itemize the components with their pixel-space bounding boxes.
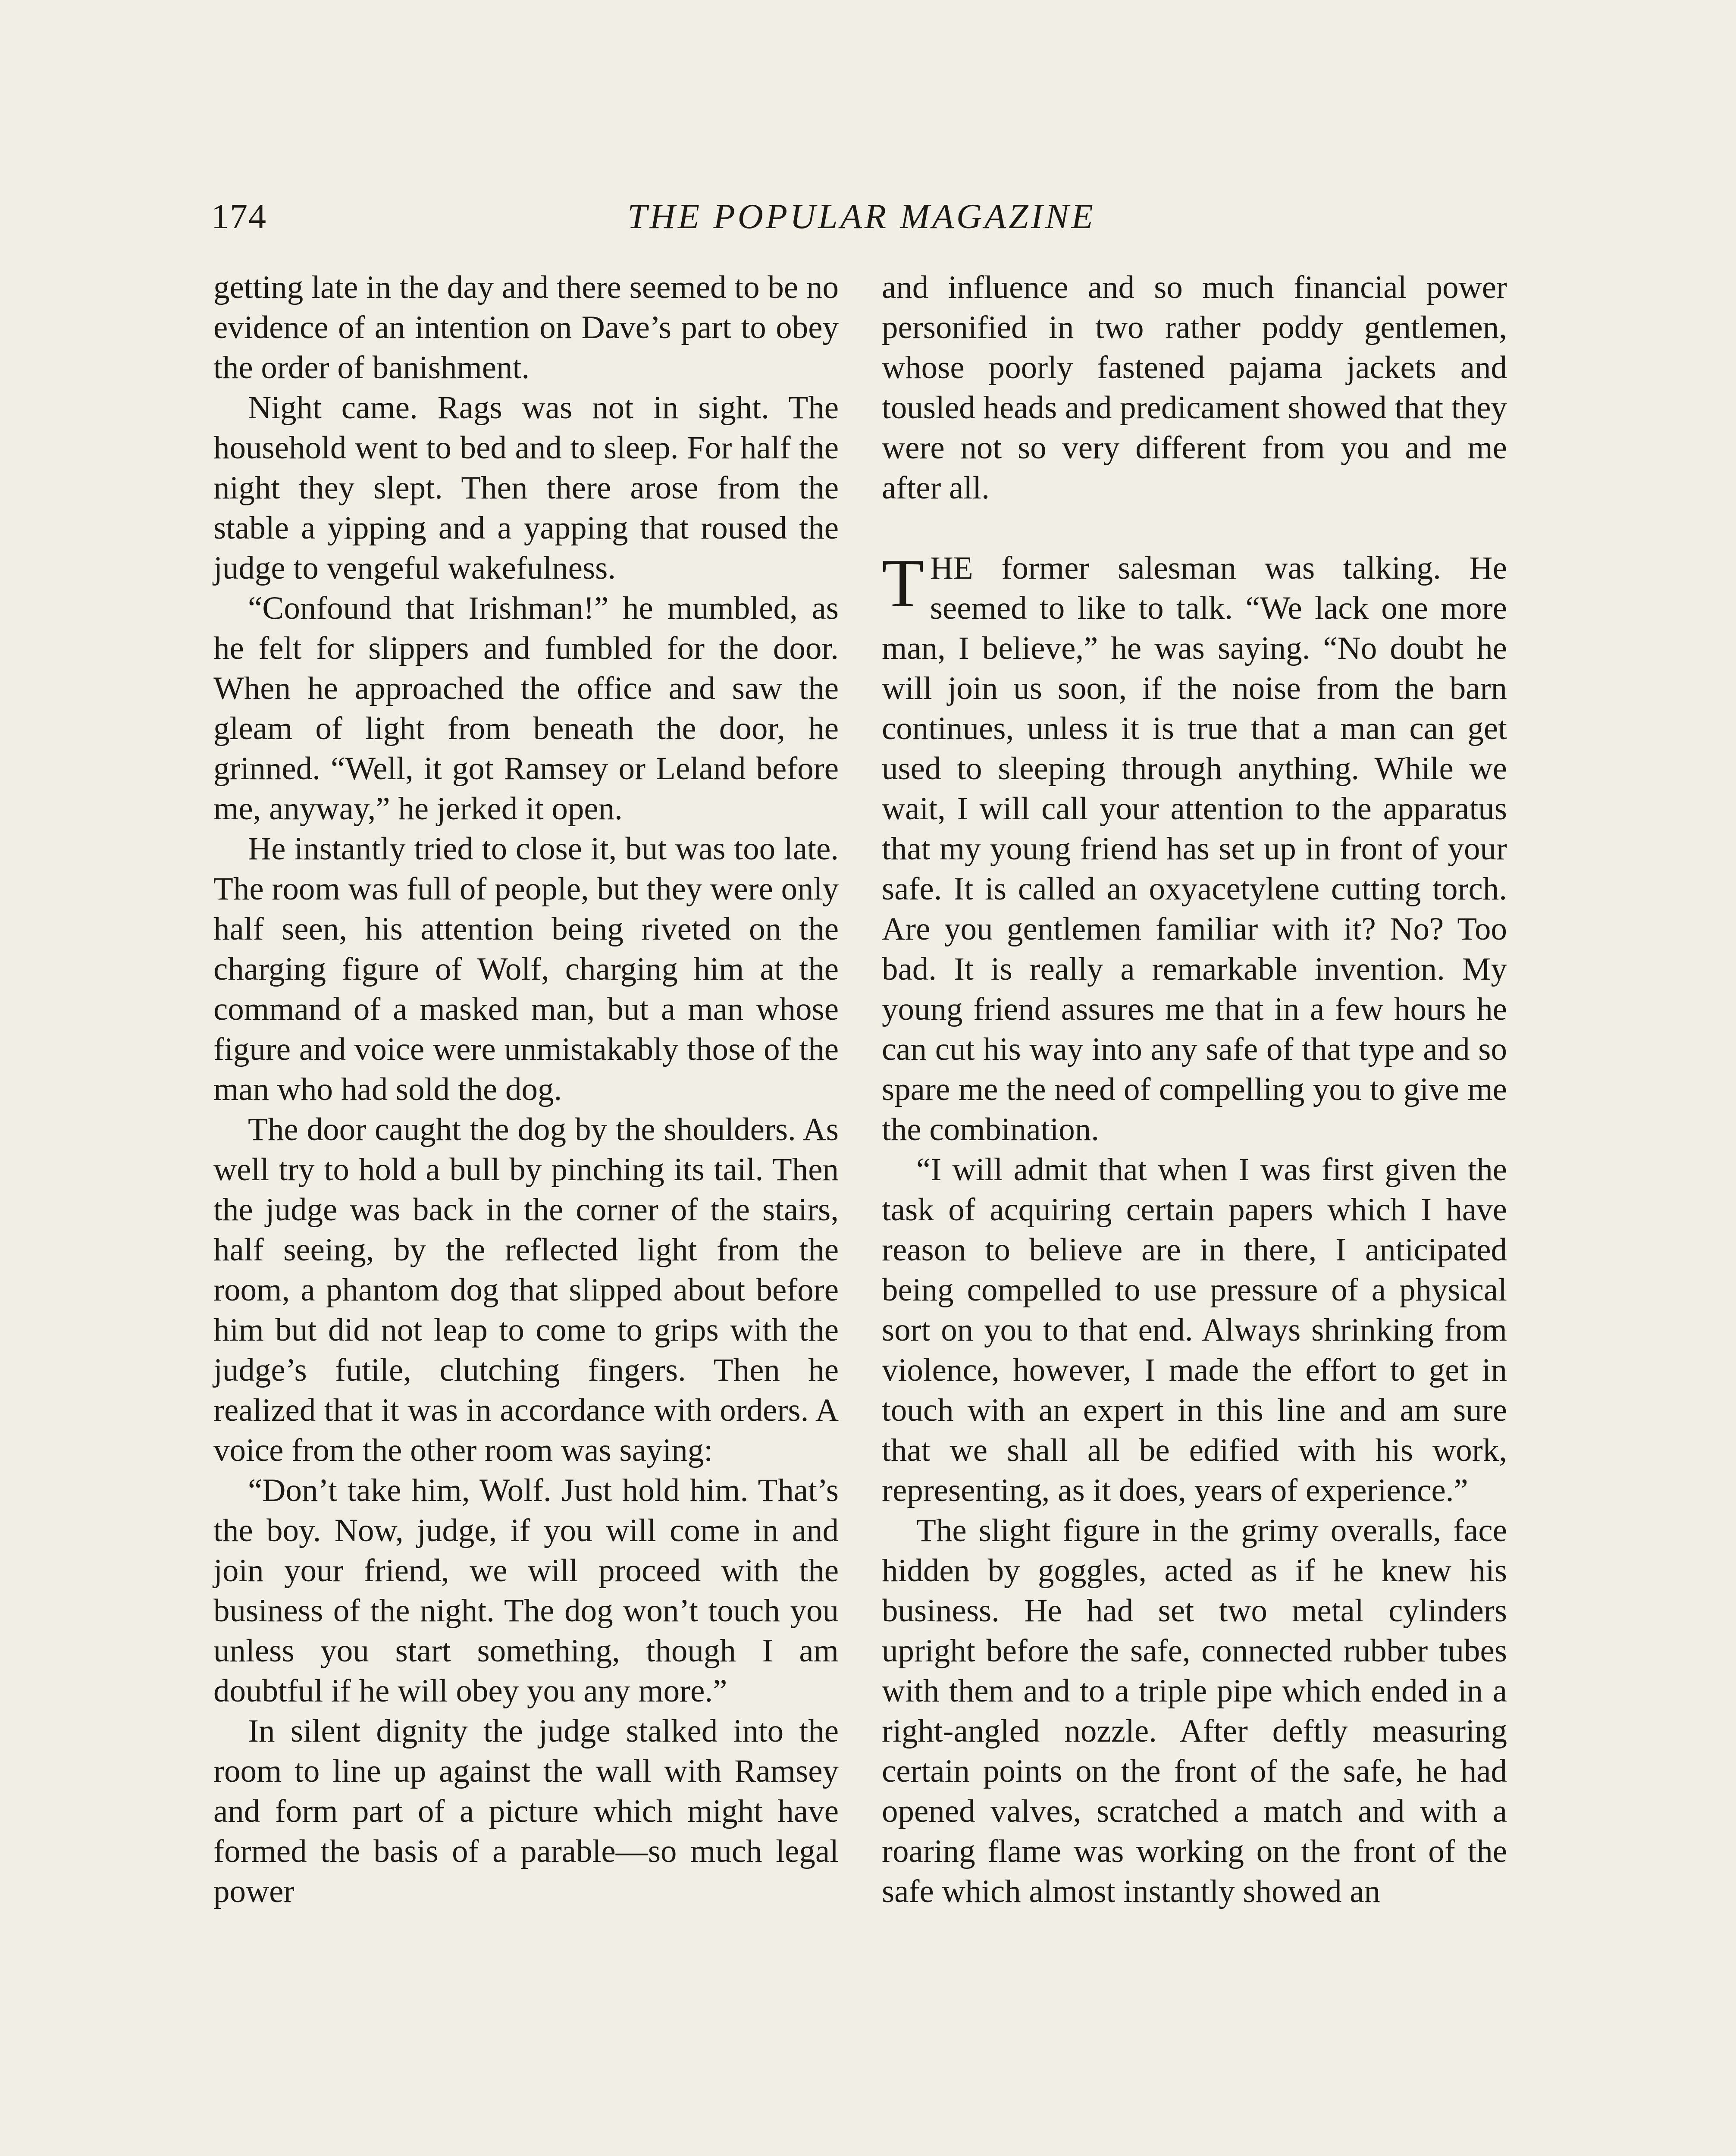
paragraph-text: HE former salesman was talking. He seemed to like to talk. “We lack one more man, I believe,” he was saying. “No doubt he will join us soon, if the noise from the barn continues, unless it is true that a man can get used to sleeping through anything. While we wait, I will call your attention to the apparatus that my young friend has set up in front of your safe. It is called an oxyacetylene cutting torch. Are you gentlemen familiar with it? No? Too bad. It is really a remarkable invention. My young friend assures me that in a few hours he can cut his way into any safe of that type and so spare me the need of compelling you to give me the combination. [882,550,1507,1147]
paragraph: getting late in the day and there seemed to be no evidence of an intention on Dave’s part to obey the order of banishment. [213,270,839,385]
paragraph: “I will admit that when I was first given the task of acquiring certain papers which I have reason to believe are in there, I anticipated being compelled to use pressure of a physical sort on you to that end. Always shrinking from violence, however, I made the effort to get in touch with an expert in this line and am sure that we shall all be edified with his work, representing, as it does, years of experience.” [882,1152,1507,1508]
paragraph: “Don’t take him, Wolf. Just hold him. That’s the boy. Now, judge, if you will come in and join your friend, we will proceed with the business of the night. The dog won’t touch you unless you start something, though I am doubtful if he will obey you any more.” [213,1473,839,1709]
paragraph: and influence and so much financial power personified in two rather poddy gentlemen, whose poorly fastened pajama jackets and tousled heads and predicament showed that they were not so very different from you and me after all. [882,270,1507,506]
right-column [882,267,1507,1912]
paragraph: The slight figure in the grimy overalls, face hidden by goggles, acted as if he knew his business. He had set two metal cylinders upright before the safe, connected rubber tubes with them and to a triple pipe which ended in a right-angled nozzle. After deftly measuring certain points on the front of the safe, he had opened valves, scratched a match and with a roaring flame was working on the front of the safe which almost instantly showed an [882,1513,1507,1909]
paragraph: Night came. Rags was not in sight. The household went to bed and to sleep. For half the night they slept. Then there arose from the stable a yipping and a yapping that roused the judge to vengeful wakefulness. [213,390,839,586]
page-header [211,186,1512,247]
drop-cap: T [882,545,924,621]
paragraph: “Confound that Irishman!” he mumbled, as he felt for slippers and fumbled for the door. When he approached the office and saw the gleam of light from beneath the door, he grinned. “Well, it got Ramsey or Leland before me, anyway,” he jerked it open. [213,590,839,827]
section-break [882,508,1507,548]
paragraph: In silent dignity the judge stalked into the room to line up against the wall with Ramsey and form part of a picture which might have formed the basis of a parable—so much legal power [213,1713,839,1909]
running-title: THE POPULAR MAGAZINE [627,197,1096,236]
paragraph: The door caught the dog by the shoulders. As well try to hold a bull by pinching its tail. Then the judge was back in the corner of the stairs, half seeing, by the reflected light from the room, a phantom dog that slipped about before him but did not leap to come to grips with the judge’s futile, clutching fingers. Then he realized that it was in accordance with orders. A voice from the other room was saying: [213,1112,839,1468]
paragraph: He instantly tried to close it, but was too late. The room was full of people, but they were only half seen, his attention being riveted on the charging figure of Wolf, charging him at the command of a masked man, but a man whose figure and voice were unmistakably those of the man who had sold the dog. [213,831,839,1107]
drop-cap-paragraph [882,545,1507,1150]
left-column [213,267,839,1912]
page-number: 174 [211,197,267,236]
